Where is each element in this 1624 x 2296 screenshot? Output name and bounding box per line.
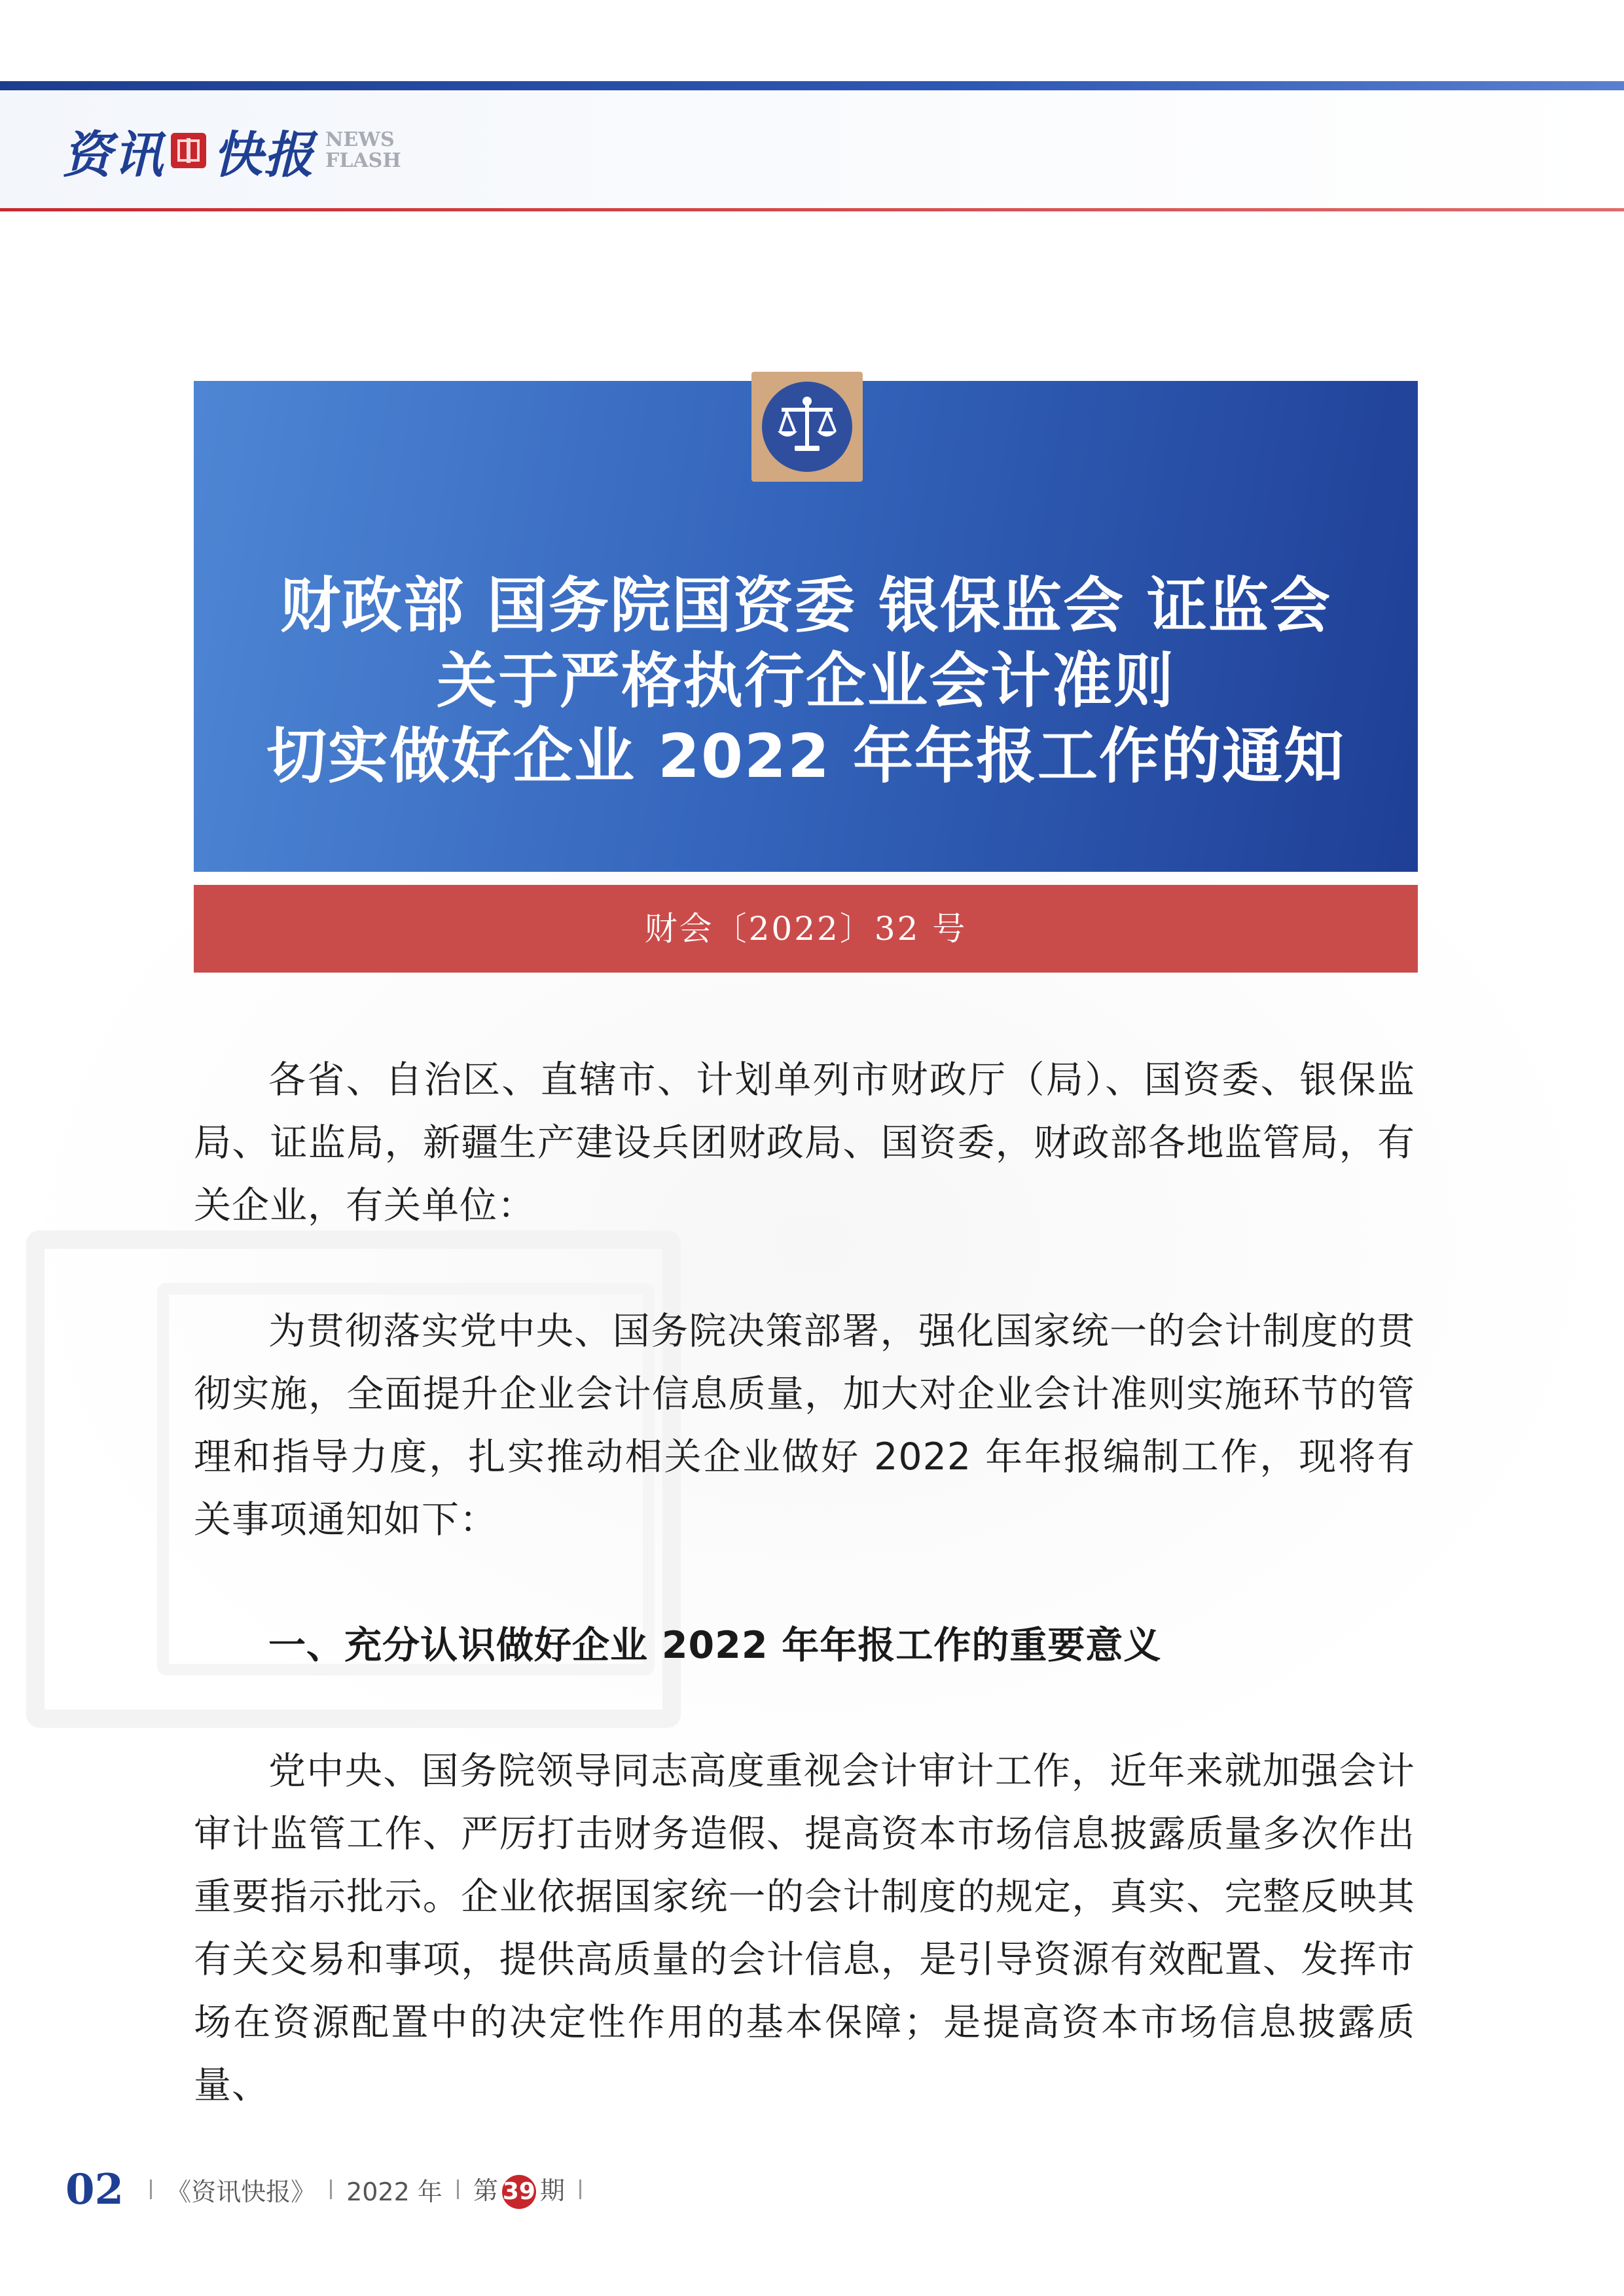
footer-publication: 《资讯快报》 — [166, 2177, 316, 2206]
brand-english-line1: NEWS — [325, 128, 395, 151]
title-line-2: 关于严格执行企业会计准则 — [436, 646, 1175, 716]
footer-year: 2022 年 — [346, 2177, 442, 2206]
brand-title-part1: 资讯 — [62, 125, 164, 184]
scales-of-justice-icon — [762, 382, 852, 472]
footer-separator — [457, 2179, 459, 2199]
brand-logo — [62, 111, 401, 190]
page-number: 02 — [65, 2164, 124, 2214]
emblem-badge — [751, 372, 863, 482]
paragraph-section-1: 党中央、国务院领导同志高度重视会计审计工作，近年来就加强会计审计监管工作、严厉打击财务造假、提高资本市场信息披露质量多次作出重要指示批示。企业依据国家统一的会计制度的规定，真实、完整反映其有关交易和事项，提供高质量的会计信息，是引导资源有效配置、发挥市场在资源配置中的决定性作用的基本保障；是提高资本市场信息披露质量、 — [194, 1749, 1415, 2107]
footer-issue — [473, 2170, 565, 2209]
header-bottom-rule — [0, 208, 1624, 211]
section-heading-1: 一、充分认识做好企业 2022 年年报工作的重要意义 — [268, 1624, 1162, 1667]
emblem-circle — [762, 382, 852, 472]
footer-issue-prefix: 第 — [473, 2176, 498, 2205]
footer-separator — [330, 2179, 332, 2199]
paragraph-addressees: 各省、自治区、直辖市、计划单列市财政厅（局）、国资委、银保监局、证监局，新疆生产建设兵团财政局、国资委，财政部各地监管局，有关企业，有关单位： — [194, 1058, 1415, 1227]
brand-english-line2: FLASH — [325, 149, 401, 172]
document-title — [194, 568, 1418, 794]
footer-issue-suffix: 期 — [539, 2176, 565, 2205]
title-line-1: 财政部 国务院国资委 银保监会 证监会 — [280, 571, 1332, 641]
footer-issue-number: 39 — [502, 2175, 536, 2209]
footer-separator — [150, 2179, 152, 2199]
brand-seal-icon — [171, 133, 206, 168]
page-footer — [65, 2160, 596, 2219]
brand-title-part2: 快报 — [213, 125, 315, 184]
document-number: 财会〔2022〕32 号 — [194, 885, 1418, 973]
title-line-3: 切实做好企业 2022 年年报工作的通知 — [266, 721, 1346, 791]
footer-separator — [579, 2179, 581, 2199]
header-top-rule — [0, 81, 1624, 90]
brand-english — [325, 130, 401, 171]
paragraph-intro: 为贯彻落实党中央、国务院决策部署，强化国家统一的会计制度的贯彻实施，全面提升企业会计信息质量，加大对企业会计准则实施环节的管理和指导力度，扎实推动相关企业做好 2022 年年报编制工作，现将有关事项通知如下： — [194, 1310, 1415, 1541]
